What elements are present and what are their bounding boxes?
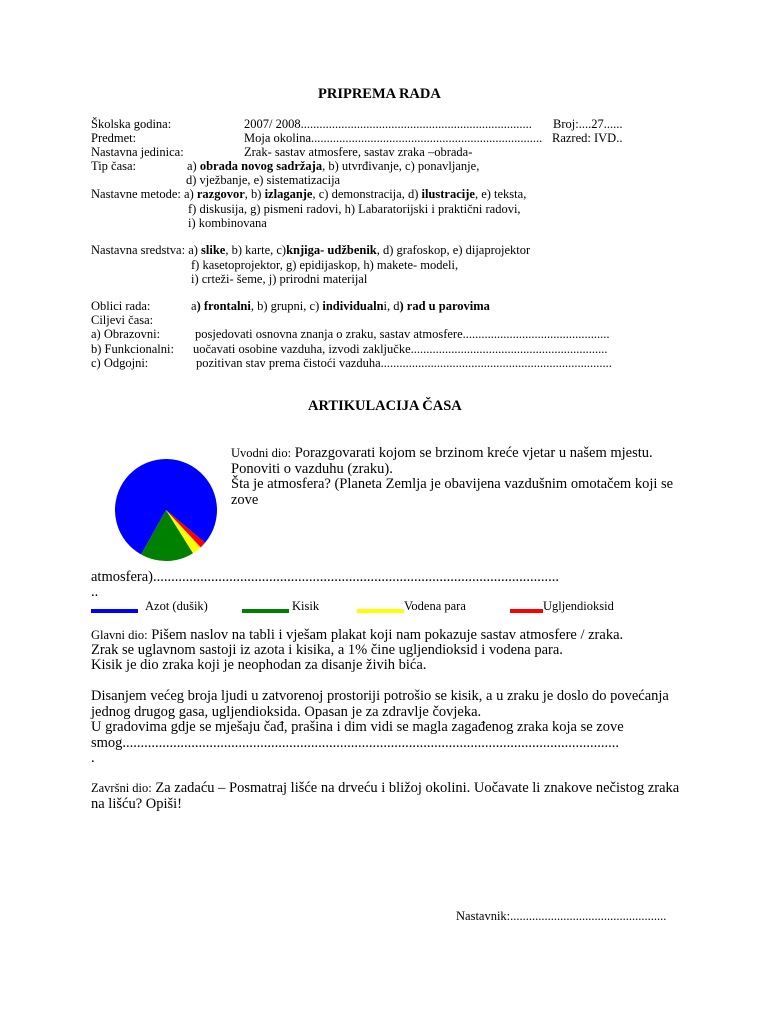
oblici-rada-label: Oblici rada: [91, 299, 151, 313]
nastavna-sredstva-line1: Nastavna sredstva: a) slike, b) karte, c)knjiga- udžbenik, d) grafoskop, e) dijaprojektor [91, 243, 531, 257]
zavrsni-line1: Završni dio: Za zadaću – Posmatraj lišće na drveću i bližoj okolini. Uočavate li znakove nečistog zraka [91, 780, 680, 796]
nastavne-metode-line1: Nastavne metode: a) razgovor, b) izlaganje, c) demonstracija, d) ilustracije, e) teksta, [91, 187, 527, 201]
para2-dot: . [91, 750, 95, 766]
uvodni-line3: Šta je atmosfera? (Planeta Zemlja je obavijena vazdušnim omotačem koji se [231, 476, 674, 492]
odgojni-value: pozitivan stav prema čistoći vazduha.......................................................................... [196, 356, 612, 370]
legend-swatch-ugljendioksid [510, 609, 543, 613]
atmosfera-dots: .. [91, 584, 99, 600]
nastavnik-signature-line: Nastavnik:.................................................. [456, 909, 667, 923]
nastavna-sredstva-line3: i) crteži- šeme, j) prirodni materijal [191, 272, 368, 286]
nastavne-metode-line3: i) kombinovana [188, 216, 267, 230]
uvodni-line4: zove [231, 492, 259, 508]
oblici-rada-value: a) frontalni, b) grupni, c) individualni, d) rad u parovima [191, 299, 490, 313]
funkcionalni-label: b) Funkcionalni: [91, 342, 174, 356]
razred-value: Razred: IVD.. [552, 131, 623, 145]
skolska-godina-label: Školska godina: [91, 117, 172, 131]
funkcionalni-value: uočavati osobine vazduha, izvodi zaključke............................................................... [193, 342, 608, 356]
glavni-line2: Zrak se uglavnom sastoji iz azota i kisika, a 1% čine ugljendioksid i vodena para. [91, 642, 563, 658]
odgojni-label: c) Odgojni: [91, 356, 149, 370]
obrazovni-value: posjedovati osnovna znanja o zraku, sastav atmosfere............................................... [195, 327, 610, 341]
atmosfera-line: atmosfera)................................................................................................................ [91, 569, 559, 585]
nastavna-jedinica-value: Zrak- sastav atmosfere, sastav zraka –obrada- [244, 145, 473, 159]
para2-line2: jednog drugog gasa, ugljendioksida. Opasan je za zdravlje čovjeka. [91, 704, 482, 720]
legend-swatch-kisik [242, 609, 289, 613]
composition-pie-chart [91, 445, 224, 565]
zavrsni-line2: na lišću? Opiši! [91, 796, 183, 812]
nastavna-sredstva-line2: f) kasetoprojektor, g) epidijaskop, h) makete- modeli, [191, 258, 459, 272]
glavni-line1: Glavni dio: Pišem naslov na tabli i vješam plakat koji nam pokazuje sastav atmosfere / zraka. [91, 627, 624, 643]
legend-label-vodena-para: Vodena para [404, 599, 466, 613]
tip-casa-label: Tip časa: [91, 159, 137, 173]
articulation-title: ARTIKULACIJA ČASA [308, 398, 462, 414]
skolska-godina-value: 2007/ 2008.......................................................................... [244, 117, 532, 131]
ciljevi-casa-label: Ciljevi časa: [91, 313, 154, 327]
predmet-label: Predmet: [91, 131, 137, 145]
uvodni-line2: Ponoviti o vazduhu (zraku). [231, 461, 393, 477]
uvodni-line1: Uvodni dio: Porazgovarati kojom se brzinom kreće vjetar u našem mjestu. [231, 445, 653, 461]
legend-label-azot: Azot (dušik) [145, 599, 208, 613]
tip-casa-line2: d) vježbanje, e) sistematizacija [186, 173, 341, 187]
nastavne-metode-line2: f) diskusija, g) pismeni radovi, h) Labaratorijski i praktični radovi, [188, 202, 521, 216]
obrazovni-label: a) Obrazovni: [91, 327, 161, 341]
para2-line4: smog......................................................................................................................................... [91, 735, 620, 751]
legend-swatch-vodena-para [357, 609, 404, 613]
document-title: PRIPREMA RADA [318, 86, 441, 102]
broj-value: Broj:....27...... [553, 117, 623, 131]
glavni-line3: Kisik je dio zraka koji je neophodan za disanje živih bića. [91, 657, 427, 673]
para2-line3: U gradovima gdje se mješaju čađ, prašina i dim vidi se magla zagađenog zraka koja se zove [91, 719, 624, 735]
legend-label-kisik: Kisik [292, 599, 320, 613]
nastavna-jedinica-label: Nastavna jedinica: [91, 145, 184, 159]
tip-casa-line1: a) obrada novog sadržaja, b) utvrđivanje, c) ponavljanje, [187, 159, 480, 173]
para2-line1: Disanjem većeg broja ljudi u zatvorenoj prostoriji potrošio se kisik, a u zraku je doslo do povećanja [91, 688, 669, 704]
legend-swatch-azot [91, 609, 138, 613]
legend-label-ugljendioksid: Ugljendioksid [543, 599, 614, 613]
predmet-value: Moja okolina.......................................................................... [244, 131, 543, 145]
